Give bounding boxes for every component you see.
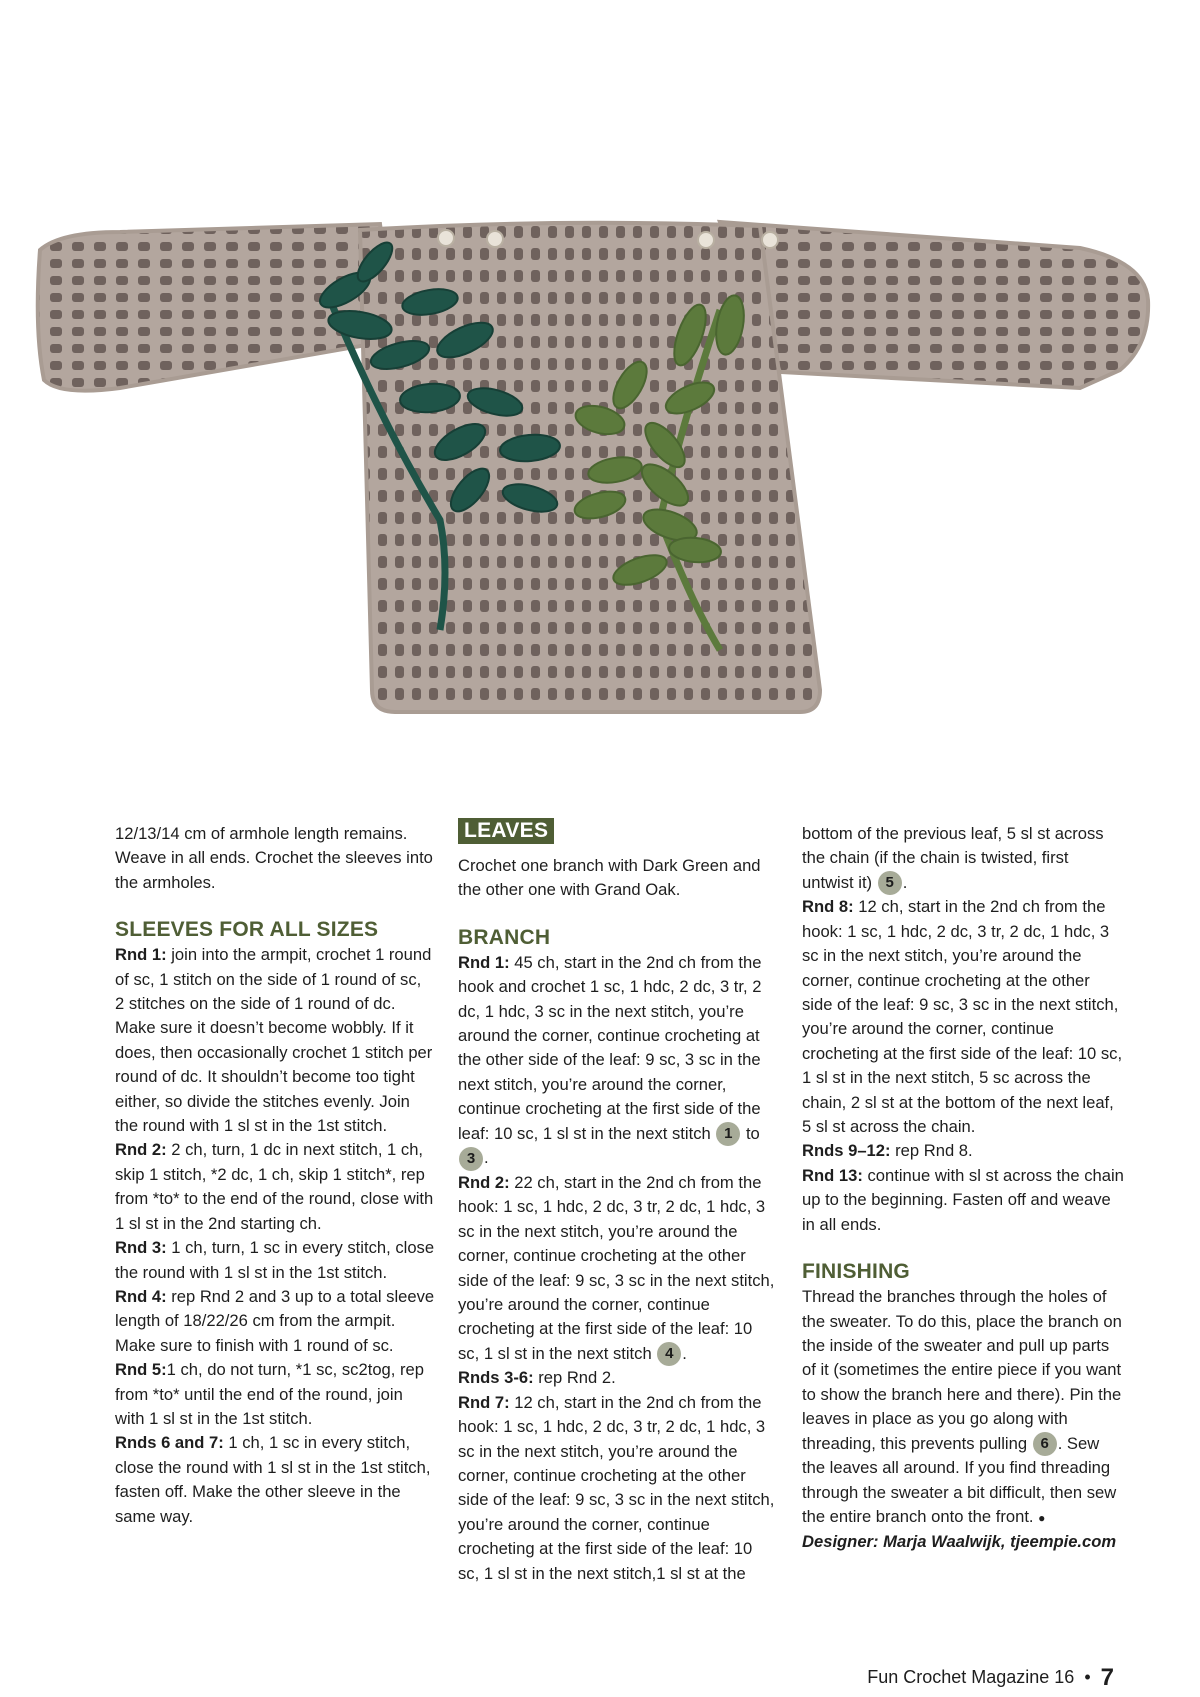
sleeve-rnd5: Rnd 5:1 ch, do not turn, *1 sc, sc2tog, rep from *to* until the end of the round, join with 1 sl st in the 1st stitch. <box>115 1360 424 1428</box>
branch-rnd9-12: Rnds 9–12: rep Rnd 8. <box>802 1141 973 1161</box>
column-1 <box>115 822 435 1529</box>
sleeve-rnd3: Rnd 3: 1 ch, turn, 1 sc in every stitch, close the round with 1 sl st in the 1st stitch. <box>115 1238 435 1282</box>
designer-credit: Designer: Marja Waalwijk, tjeempie.com <box>802 1532 1117 1552</box>
branch-rnd8: Rnd 8: 12 ch, start in the 2nd ch from the hook: 1 sc, 1 hdc, 2 dc, 3 tr, 2 dc, 1 hdc, 3 sc in the next stitch, you’re around the corner, continue crocheting at the other side of the leaf: 9 sc, 3 sc in the next stitch, you’re around the corner, continue crocheting at the first side of the leaf: 10 sc, 1 sl st in the next stitch, 5 sc across the chain, 2 sl st at the bottom of the next leaf, 5 sl st across the chain. <box>802 897 1123 1137</box>
intro-text: 12/13/14 cm of armhole length remains. Weave in all ends. Crochet the sleeves into the armholes. <box>115 824 433 892</box>
branch-rnd7-cont: bottom of the previous leaf, 5 sl st across the chain (if the chain is twisted, first untwist it) 5 . <box>802 822 1124 895</box>
magazine-title: Fun Crochet Magazine 16 <box>867 1667 1075 1687</box>
footer-dot: • <box>1084 1667 1091 1687</box>
branch-rnd7: Rnd 7: 12 ch, start in the 2nd ch from the hook: 1 sc, 1 hdc, 2 dc, 3 tr, 2 dc, 1 hdc, 3 sc in the next stitch, you’re around the corner, continue crocheting at the other side of the leaf: 9 sc, 3 sc in the next stitch, you’re around the corner, continue crocheting at the first side of the leaf: 10 sc, 1 sl st in the next stitch,1 sl st at the <box>458 1392 775 1583</box>
step-badge-3: 3 <box>459 1147 483 1171</box>
sweater-photo <box>0 0 1200 780</box>
page-footer <box>867 1664 1114 1692</box>
sleeves-heading: SLEEVES FOR ALL SIZES <box>115 918 379 942</box>
column-3 <box>802 822 1124 1555</box>
page-number: 7 <box>1100 1664 1114 1691</box>
step-badge-1: 1 <box>716 1122 740 1146</box>
sleeve-rnd4: Rnd 4: rep Rnd 2 and 3 up to a total sleeve length of 18/22/26 cm from the armpit. Make sure to finish with 1 round of sc. <box>115 1286 435 1355</box>
step-badge-5: 5 <box>878 871 902 895</box>
sleeve-rnd6-7: Rnds 6 and 7: 1 ch, 1 sc in every stitch, close the round with 1 sl st in the 1st stitch, fasten off. Make the other sleeve in the same way. <box>115 1433 431 1526</box>
branch-rnd13: Rnd 13: continue with sl st across the chain up to the beginning. Fasten off and weave in all ends. <box>802 1165 1124 1234</box>
end-bullet-icon: ● <box>1038 1510 1046 1525</box>
step-badge-4: 4 <box>657 1342 681 1366</box>
leaves-text: Crochet one branch with Dark Green and the other one with Grand Oak. <box>458 856 761 900</box>
finishing-heading: FINISHING <box>802 1260 910 1284</box>
branch-rnd3-6: Rnds 3-6: rep Rnd 2. <box>458 1368 616 1388</box>
sleeve-rnd2: Rnd 2: 2 ch, turn, 1 dc in next stitch, 1 ch, skip 1 stitch, *2 dc, 1 ch, skip 1 stitch*, rep from *to* to the end of the round, close with 1 sl st in the 2nd starting ch. <box>115 1140 434 1233</box>
branch-rnd2: Rnd 2: 22 ch, start in the 2nd ch from the hook: 1 sc, 1 hdc, 2 dc, 3 tr, 2 dc, 1 hdc, 3 sc in the next stitch, you’re around the corner, continue crocheting at the other side of the leaf: 9 sc, 3 sc in the next stitch, you’re around the corner, continue crocheting at the first side of the leaf: 10 sc, 1 sl st in the next stitch 4 . <box>458 1171 778 1366</box>
step-badge-6: 6 <box>1033 1432 1057 1456</box>
finishing-text: Thread the branches through the holes of the sweater. To do this, place the branch on the inside of the sweater and pull up parts of it (sometimes the entire piece if you want to show the branch here and there). Pin the leaves in place as you go along with threading, this prevents pulling 6 . Sew the leaves all around. If you find threading through the sweater a bit difficult, then sew the entire branch onto the front. ● <box>802 1287 1122 1526</box>
leaves-heading: LEAVES <box>458 818 554 844</box>
column-2 <box>458 818 778 1586</box>
sleeve-rnd1: Rnd 1: join into the armpit, crochet 1 round of sc, 1 stitch on the side of 1 round of sc, 2 stitches on the side of 1 round of dc. Make sure it doesn’t become wobbly. If it does, then occasionally crochet 1 stitch per round of dc. It shouldn’t become too tight either, so divide the stitches evenly. Join the round with 1 sl st in the 1st stitch. <box>115 945 433 1136</box>
branch-heading: BRANCH <box>458 925 551 949</box>
branch-rnd1: Rnd 1: 45 ch, start in the 2nd ch from the hook and crochet 1 sc, 1 hdc, 2 dc, 3 tr, 2 dc, 1 hdc, 3 sc in the next stitch, you’re around the corner, continue crocheting at the other side of the leaf: 9 sc, 3 sc in the next stitch, you’re around the corner, continue crocheting at the first side of the leaf: 10 sc, 1 sl st in the next stitch 1 to 3 . <box>458 951 778 1171</box>
